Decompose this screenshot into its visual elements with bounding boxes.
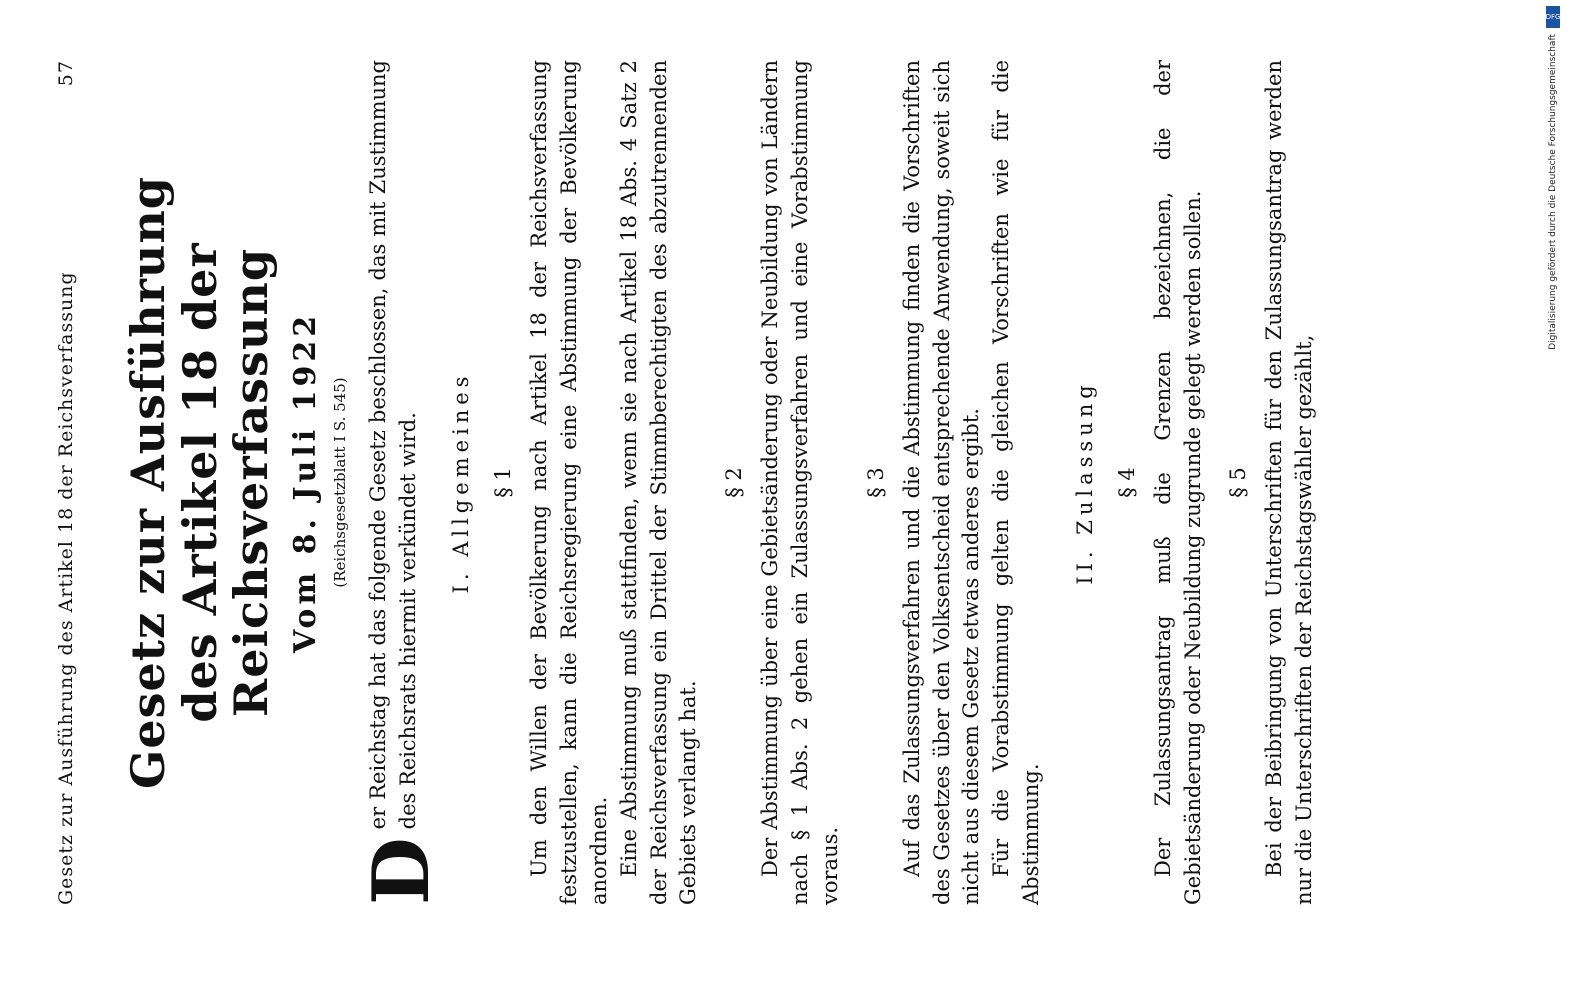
s1-paragraph-2: Eine Abstimmung muß stattfinden, wenn sie nach Artikel 18 Abs. 4 Satz 2 der Reichsverfassung ein Drittel der Stimmberechtigten des abzutrennenden Gebiets verlangt hat. xyxy=(616,60,701,905)
section-mark-5: § 5 xyxy=(1226,467,1251,498)
s2-paragraph-1: Der Abstimmung über eine Gebietsänderung oder Neubildung von Ländern nach § 1 Abs. 2 gehen ein Zulassungsverfahren und eine Vorabstimmung voraus. xyxy=(758,60,842,905)
digitization-credit: Digitalisierung gefördert durch die Deutsche Forschungsgemeinschaft xyxy=(1548,34,1558,350)
s3-paragraph-2: Für die Vorabstimmung gelten die gleichen Vorschriften wie für die Abstimmung. xyxy=(989,60,1043,905)
part-heading-2: II. Zulassung xyxy=(1072,380,1097,585)
section-mark-1: § 1 xyxy=(491,467,516,498)
law-source: (Reichsgesetzblatt I S. 545) xyxy=(330,377,349,588)
s3-paragraph-1: Auf das Zulassungsverfahren und die Abstimmung finden die Vorschriften des Gesetzes über den Volksentscheid entsprechende Anwendung, soweit sich nicht aus diesem Gesetz etwas anderes ergibt. xyxy=(899,60,984,905)
s4-paragraph-1: Der Zulassungsantrag muß die Grenzen bezeichnen, die der Gebietsänderung oder Neubildung zugrunde gelegt werden sollen. xyxy=(1150,60,1205,905)
drop-cap: D xyxy=(355,837,447,905)
law-date: Vom 8. Juli 1922 xyxy=(287,311,323,654)
running-title: Gesetz zur Ausführung des Artikel 18 der Reichsverfassung xyxy=(55,271,77,905)
law-title xyxy=(123,60,278,905)
law-title-line1: Gesetz zur Ausführung xyxy=(121,176,175,789)
intro-paragraph xyxy=(355,60,447,905)
section-mark-4: § 4 xyxy=(1114,467,1139,498)
page-number: 57 xyxy=(55,60,77,87)
dfg-logo: DFG xyxy=(1546,6,1560,28)
digitization-credit-strip xyxy=(1534,0,1572,1000)
s5-paragraph-1: Bei der Beibringung von Unterschriften für den Zulassungsantrag werden nur die Unterschriften der Reichstagswähler gezählt, xyxy=(1262,60,1317,905)
page-header xyxy=(55,60,77,905)
intro-text: er Reichstag hat das folgende Gesetz beschlossen, das mit Zustimmung des Reichsrats hiermit verkündet wird. xyxy=(365,60,420,830)
law-title-line2: des Artikel 18 der Reichsverfassung xyxy=(172,242,279,723)
section-mark-2: § 2 xyxy=(722,467,747,498)
s1-paragraph-1: Um den Willen der Bevölkerung nach Artikel 18 der Reichsverfassung festzustellen, kann die Reichsregierung eine Abstimmung der Bevölkerung anordnen. xyxy=(527,60,612,905)
section-mark-3: § 3 xyxy=(863,467,888,498)
part-heading-1: I. Allgemeines xyxy=(449,371,474,594)
